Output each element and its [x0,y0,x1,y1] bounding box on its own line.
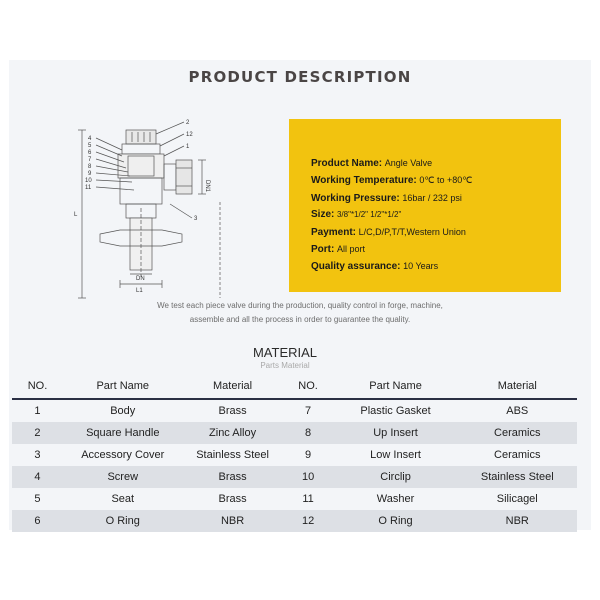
table-cell: Low Insert [334,444,458,466]
dimension-label: L [74,212,78,218]
column-header: Part Name [63,374,183,399]
spec-row [311,241,472,258]
table-row [12,510,577,532]
table-cell: Brass [183,399,283,422]
table-cell: Silicagel [458,488,577,510]
table-cell: Square Handle [63,422,183,444]
spec-row [311,207,472,223]
table-cell: 5 [12,488,63,510]
column-header: Material [458,374,577,399]
callout-label: 1 [186,144,190,150]
callout-label: 6 [88,150,92,156]
spec-key: Size: [311,209,335,221]
callout-label: 2 [186,120,190,126]
table-cell: Plastic Gasket [334,399,458,422]
spec-value: 16bar / 232 psi [402,192,462,203]
table-cell: ABS [458,399,577,422]
table-cell: 10 [283,466,334,488]
spec-value: All port [336,244,365,255]
spec-key: Product Name: [311,158,383,169]
callout-label: 12 [186,132,193,138]
callout-label: 7 [88,157,92,163]
callout-label: 9 [88,171,92,177]
spec-value: 10 Years [403,261,439,272]
table-cell: NBR [458,510,577,532]
table-cell: Body [63,399,183,422]
table-cell: Brass [183,466,283,488]
spec-row [311,190,472,207]
quality-note [0,299,600,327]
table-cell: 12 [283,510,334,532]
spec-key: Payment: [311,226,357,238]
table-cell: Circlip [334,466,458,488]
valve-technical-drawing [60,112,260,302]
table-cell: 8 [283,422,334,444]
material-subheading: Parts Material [260,361,310,370]
spec-row [311,155,472,172]
quality-note-line: assemble and all the process in order to guarantee the quality. [189,315,411,324]
table-cell: Ceramics [458,444,577,466]
spec-value: 3/8"*1/2" 1/2"*1/2" [336,210,402,220]
table-row [12,466,577,488]
parts-material-table [12,374,577,532]
table-cell: Accessory Cover [63,444,183,466]
table-cell: Washer [334,488,458,510]
column-header: Material [183,374,283,399]
spec-value: Angle Valve [384,158,433,168]
table-cell: 4 [12,466,63,488]
dimension-label: L1 [136,288,143,294]
table-cell: Zinc Alloy [183,422,283,444]
spec-key: Port: [311,244,335,256]
table-cell: Up Insert [334,422,458,444]
column-header: NO. [12,374,63,399]
table-cell: 1 [12,399,63,422]
callout-label: 10 [85,178,92,184]
table-cell: 7 [283,399,334,422]
spec-row [311,224,472,241]
table-cell: Seat [63,488,183,510]
table-cell: Brass [183,488,283,510]
specifications-box [289,119,561,292]
spec-list [311,155,472,276]
spec-key: Quality assurance: [311,261,401,273]
table-cell: Ceramics [458,422,577,444]
table-cell: 6 [12,510,63,532]
spec-value: 0℃ to +80℃ [419,175,473,186]
material-heading: MATERIAL [252,345,318,360]
table-cell: O Ring [63,510,183,532]
table-cell: O Ring [334,510,458,532]
dimension-label: DN [136,276,145,282]
spec-value: L/C,D/P,T/T,Western Union [358,226,466,237]
table-cell: Screw [63,466,183,488]
table-header-row [12,374,577,399]
table-cell: 2 [12,422,63,444]
column-header: Part Name [334,374,458,399]
page-title: PRODUCT DESCRIPTION [188,68,412,86]
table-cell: NBR [183,510,283,532]
table-row [12,488,577,510]
callout-label: 4 [88,136,92,142]
table-row [12,444,577,466]
table-row [12,422,577,444]
callout-label: 5 [88,143,92,149]
spec-key: Working Pressure: [311,192,400,204]
table-cell: Stainless Steel [458,466,577,488]
table-cell: 11 [283,488,334,510]
spec-row [311,258,472,275]
spec-key: Working Temperature: [311,175,417,187]
table-row [12,399,577,422]
table-cell: 3 [12,444,63,466]
callout-label: 8 [88,164,92,170]
callout-label: 11 [85,185,92,191]
column-header: NO. [283,374,334,399]
spec-row [311,172,472,189]
table-cell: 9 [283,444,334,466]
callout-label: 3 [194,216,198,222]
quality-note-line: We test each piece valve during the production, quality control in forge, machine, [157,301,443,310]
dimension-label: DN1 [204,180,210,193]
table-cell: Stainless Steel [183,444,283,466]
